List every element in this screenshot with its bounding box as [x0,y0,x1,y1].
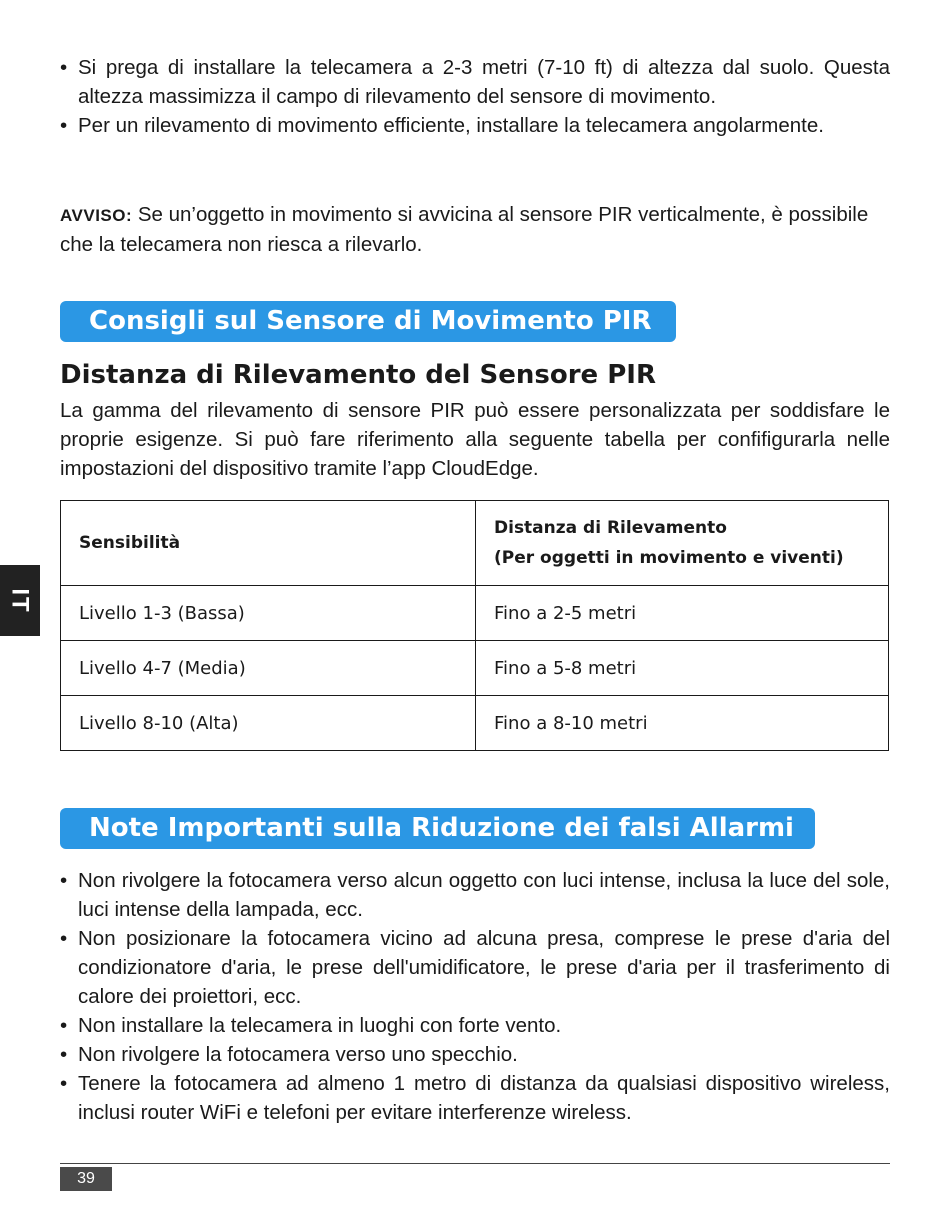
table-cell-distance: Fino a 2-5 metri [476,586,889,641]
table-row [61,696,889,751]
table-header-row [61,501,889,586]
table-cell-level: Livello 1-3 (Bassa) [61,586,476,641]
section-banner-false-alarms: Note Importanti sulla Riduzione dei falsi Allarmi [60,808,815,849]
table-header-line: Distanza di Rilevamento [494,518,727,538]
list-item: • Tenere la fotocamera ad almeno 1 metro di distanza da qualsiasi dispositivo wireless, inclusi router WiFi e telefoni per evitare interferenze wireless. [60,1069,890,1127]
warning-label: AVVISO: [60,206,133,225]
list-item: • Non installare la telecamera in luoghi con forte vento. [60,1011,890,1040]
table-header-cell [476,501,889,586]
intro-bullet-list [60,53,890,140]
warning-text: Se un’oggetto in movimento si avvicina al sensore PIR verticalmente, è possibile che la telecamera non riesca a rilevarlo. [60,203,869,256]
page-number: 39 [60,1167,112,1191]
pir-distance-table [60,500,889,751]
table-cell-distance: Fino a 5-8 metri [476,641,889,696]
list-item: • Non posizionare la fotocamera vicino ad alcuna presa, comprese le prese d'aria del condizionatore d'aria, le prese dell'umidificatore, le prese d'aria per il trasferimento di calore dei proiettori, ecc. [60,924,890,1011]
language-side-tab [0,565,40,636]
table-header-cell: Sensibilità [61,501,476,586]
language-code: IT [6,587,34,614]
table-row [61,641,889,696]
table-cell-distance: Fino a 8-10 metri [476,696,889,751]
section-banner-pir: Consigli sul Sensore di Movimento PIR [60,301,676,342]
table-row [61,586,889,641]
table-header-line: (Per oggetti in movimento e viventi) [494,548,844,568]
table-cell-level: Livello 8-10 (Alta) [61,696,476,751]
list-item: • Si prega di installare la telecamera a 2-3 metri (7-10 ft) di altezza dal suolo. Questa altezza massimizza il campo di rilevamento del sensore di movimento. [60,53,890,111]
section-intro-text: La gamma del rilevamento di sensore PIR può essere personalizzata per soddisfare le proprie esigenze. Si può fare riferimento alla seguente tabella per confifigurarla nelle impostazioni del dispositivo tramite l’app CloudEdge. [60,399,890,480]
list-item: • Non rivolgere la fotocamera verso alcun oggetto con luci intense, inclusa la luce del sole, luci intense della lampada, ecc. [60,866,890,924]
section-subheading: Distanza di Rilevamento del Sensore PIR [60,360,656,390]
warning-note [60,200,896,259]
list-item: • Non rivolgere la fotocamera verso uno specchio. [60,1040,890,1069]
footer-divider [60,1163,890,1164]
table-cell-level: Livello 4-7 (Media) [61,641,476,696]
list-item: • Per un rilevamento di movimento efficiente, installare la telecamera angolarmente. [60,111,890,140]
false-alarm-bullet-list [60,866,890,1127]
